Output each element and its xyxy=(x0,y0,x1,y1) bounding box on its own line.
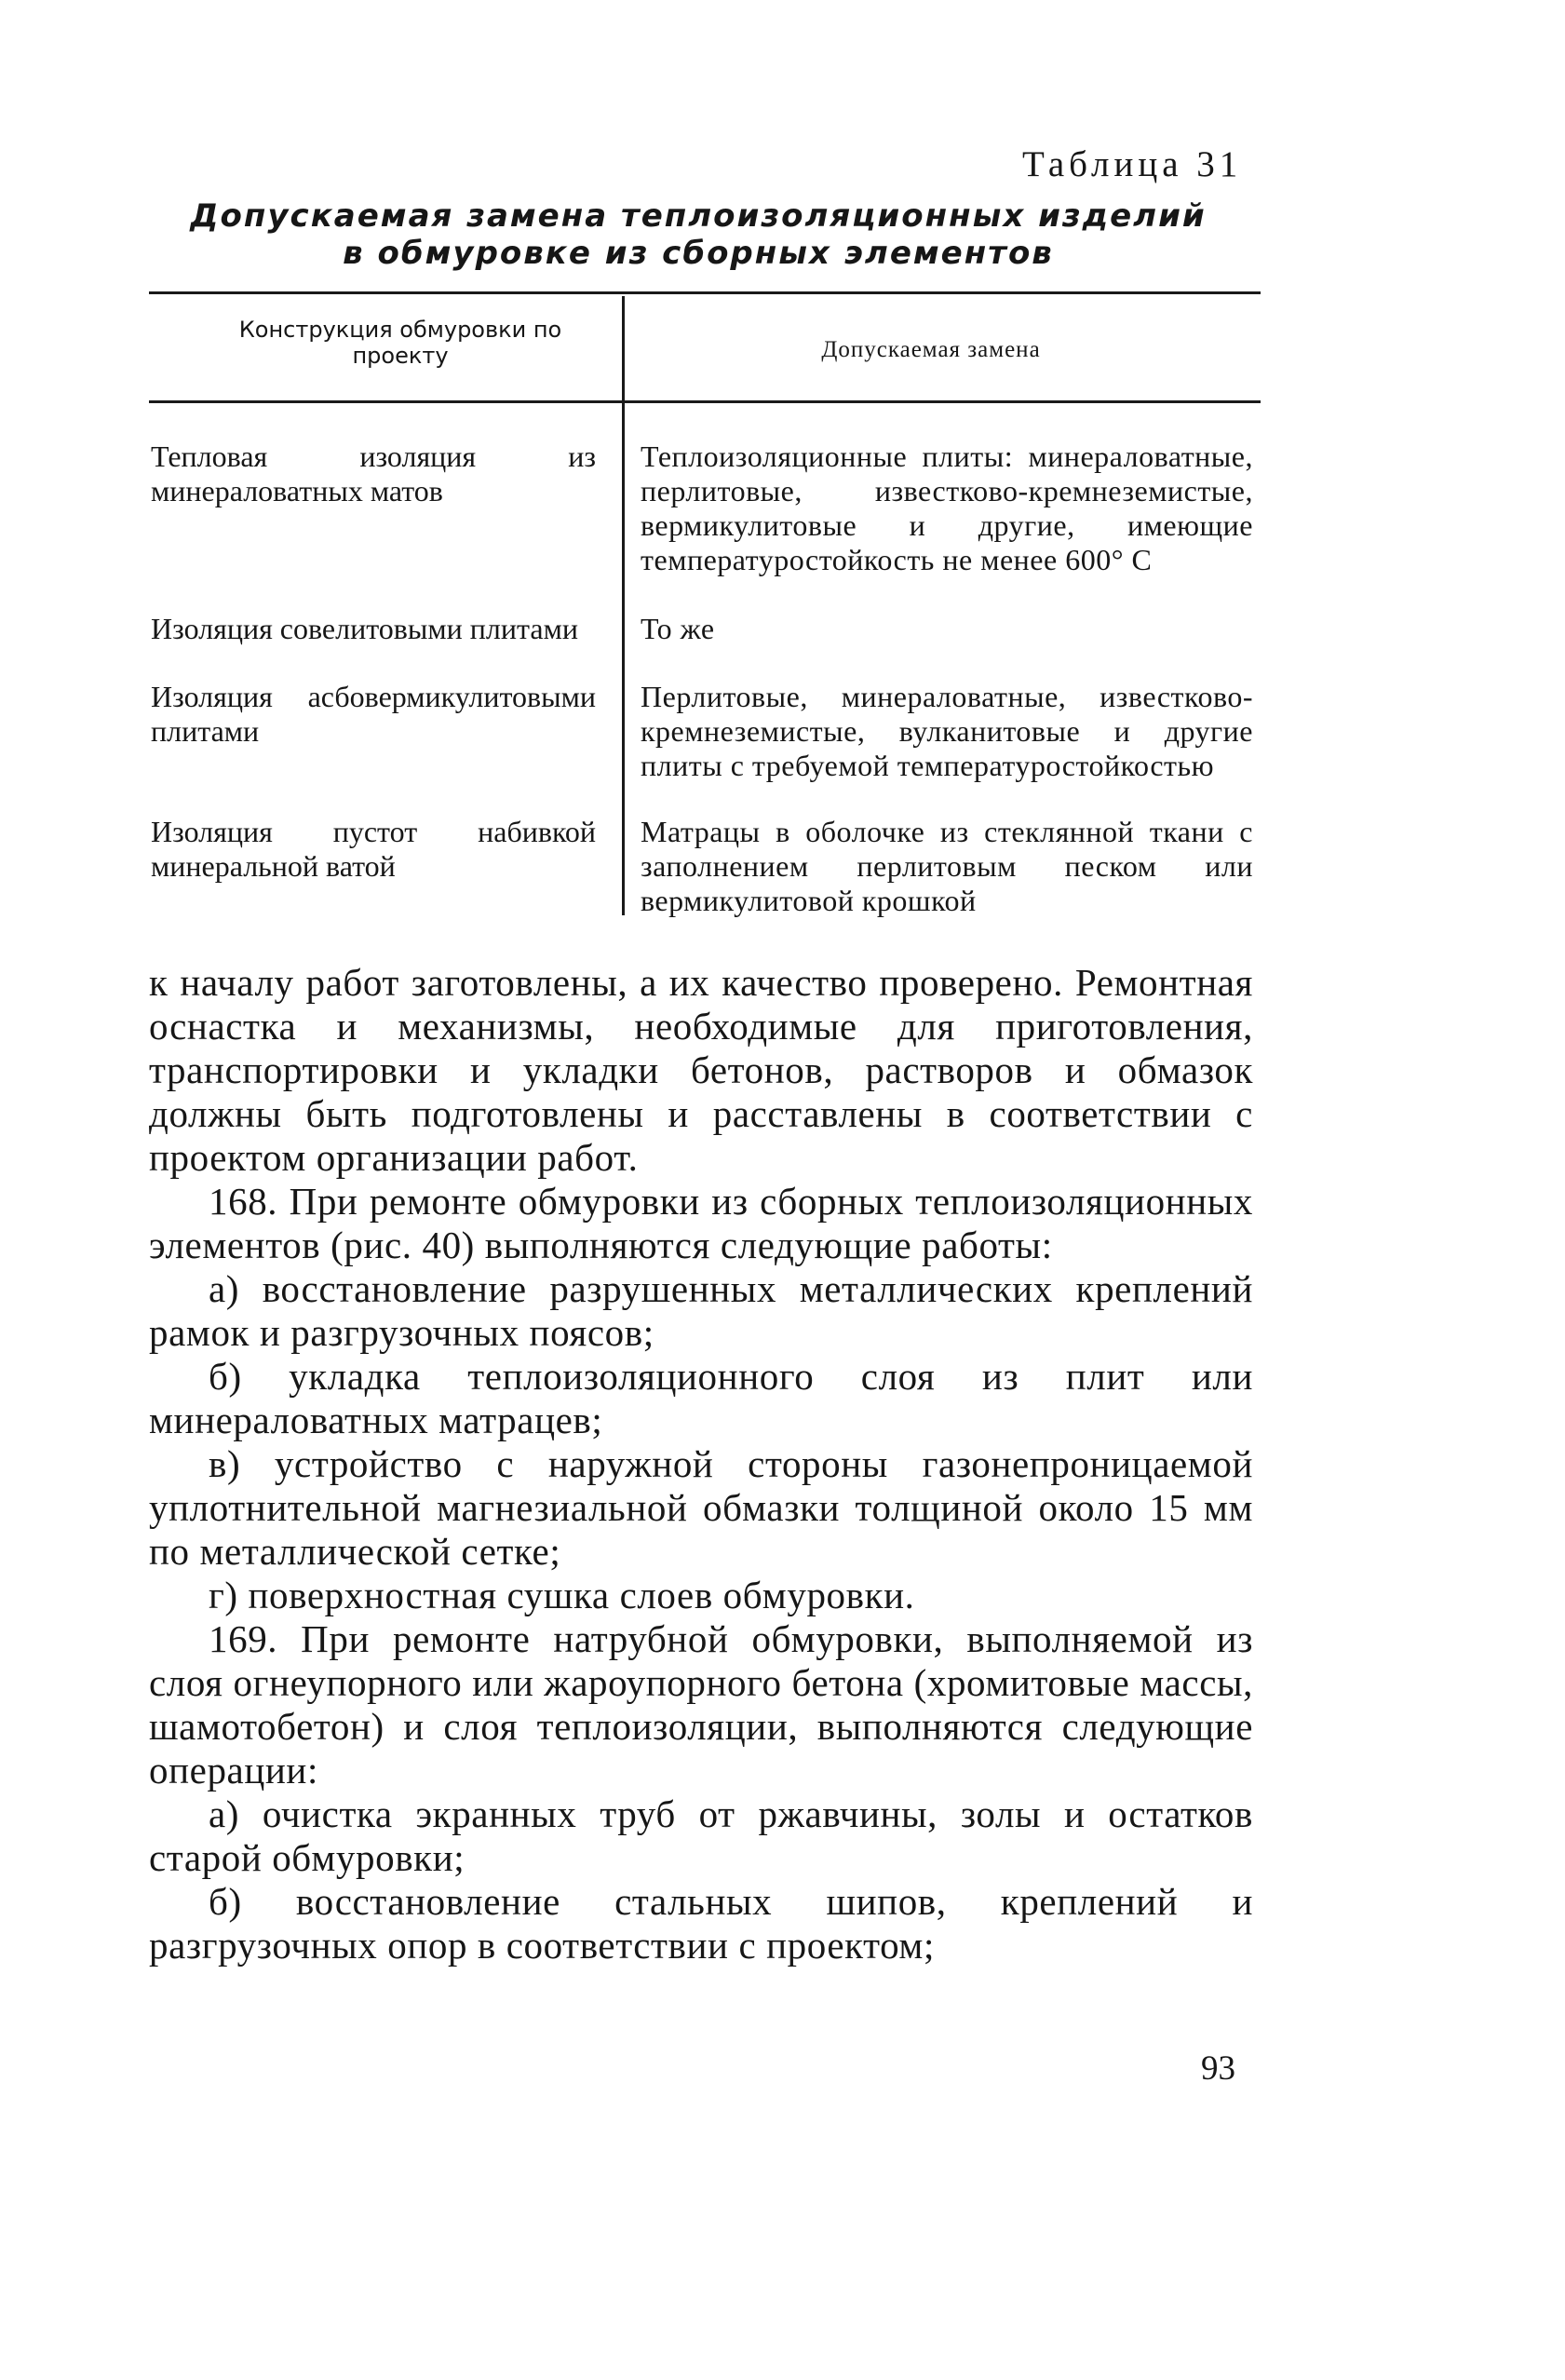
table-cell-construction-3: Изоляция асбовермикулитовыми плитами xyxy=(151,680,596,748)
list-item: г) поверхностная сушка слоев обмуровки. xyxy=(209,1574,915,1616)
table-cell-construction-1: Тепловая изоляция из минераловатных матов xyxy=(151,439,596,507)
list-item: а) очистка экранных труб от ржавчины, золы и остатков старой обмуровки; xyxy=(149,1792,1253,1879)
list-item: б) укладка теплоизоляционного слоя из плит или минераловатных матрацев; xyxy=(149,1355,1253,1441)
paragraph: 169. При ремонте натрубной обмуровки, выполняемой из слоя огнеупорного или жароупорного бетона (хромитовые массы, шамотобетон) и слоя теплоизоляции, выполняются следующие операции: xyxy=(149,1617,1253,1792)
table-label: Таблица 31 xyxy=(1022,144,1243,184)
body-text xyxy=(149,961,1253,1968)
list-item: б) восстановление стальных шипов, креплений и разгрузочных опор в соответствии с проектом; xyxy=(149,1880,1253,1967)
table-title-line-2: в обмуровке из сборных элементов xyxy=(343,235,1054,272)
paragraph: к началу работ заготовлены, а их качество проверено. Ремонтная оснастка и механизмы, необходимые для приготовления, транспортировки и укладки бетонов, растворов и обмазок должны быть подготовлены и расставлены в соответствии с проектом организации работ. xyxy=(149,961,1253,1179)
paragraph: 168. При ремонте обмуровки из сборных теплоизоляционных элементов (рис. 40) выполняются следующие работы: xyxy=(149,1180,1253,1266)
list-item: в) устройство с наружной стороны газонепроницаемой уплотнительной магнезиальной обмазки толщиной около 15 мм по металлической сетке; xyxy=(149,1442,1253,1573)
table-cell-replacement-4: Матрацы в оболочке из стеклянной ткани с заполнением перлитовым песком или вермикулитовой крошкой xyxy=(641,815,1253,917)
table-header-replacement: Допускаемая замена xyxy=(821,337,1041,362)
table-cell-replacement-3: Перлитовые, минераловатные, известково-кремнеземистые, вулканитовые и другие плиты с требуемой температуростойкостью xyxy=(641,680,1253,782)
table-cell-replacement-1: Теплоизоляционные плиты: минераловатные, перлитовые, известково-кремнеземистые, вермикулитовые и другие, имеющие температуростойкость не менее 600° С xyxy=(641,439,1253,576)
table-column-divider xyxy=(622,296,625,915)
table-cell-construction-2: Изоляция совелитовыми плитами xyxy=(151,612,578,645)
table-header-construction: Конструкция обмуровки по проекту xyxy=(238,317,562,369)
table-cell-construction-4: Изоляция пустот набивкой минеральной ватой xyxy=(151,815,596,883)
table-title-line-1: Допускаемая замена теплоизоляционных изделий xyxy=(190,197,1207,235)
list-item: а) восстановление разрушенных металлических креплений рамок и разгрузочных поясов; xyxy=(149,1267,1253,1354)
table-cell-replacement-2: То же xyxy=(641,612,715,645)
table-title xyxy=(149,197,1248,272)
page-number: 93 xyxy=(1201,2049,1235,2088)
table-top-rule xyxy=(149,291,1261,294)
table-header-rule xyxy=(149,400,1261,403)
